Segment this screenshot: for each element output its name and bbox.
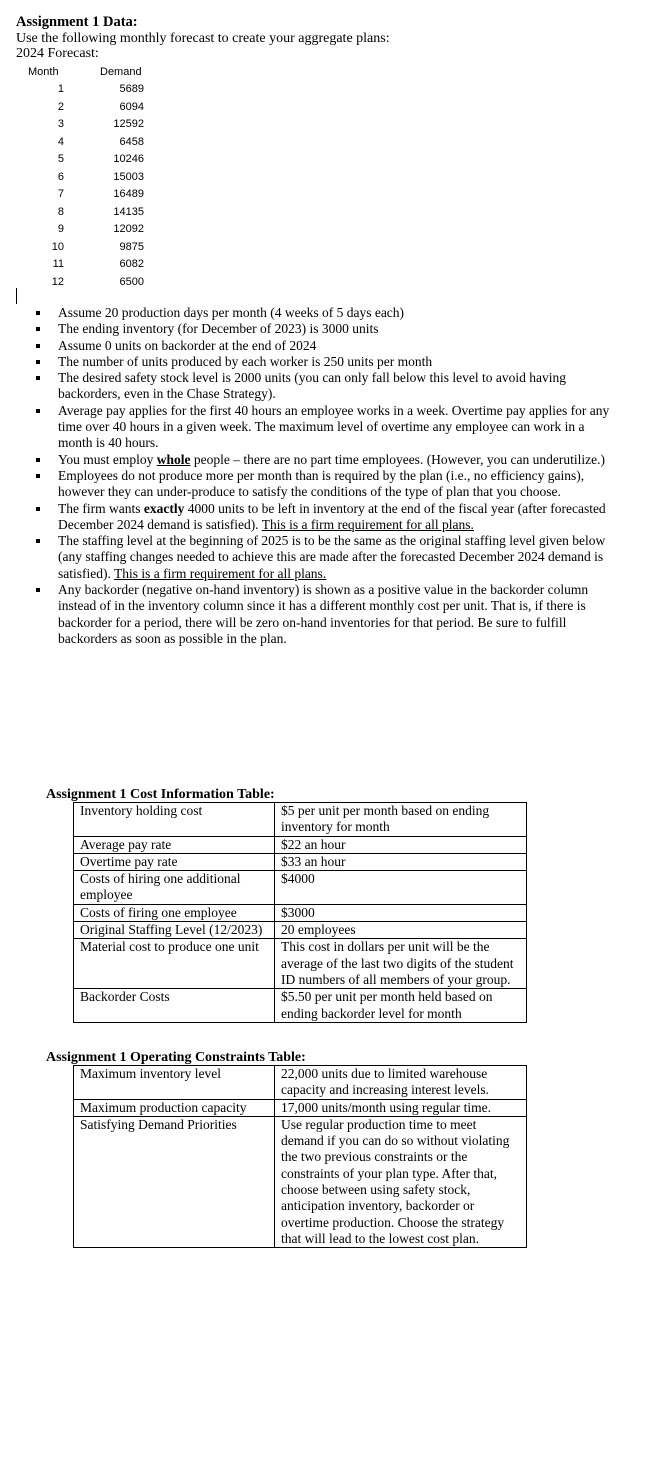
intro-text: Use the following monthly forecast to create your aggregate plans:: [16, 31, 390, 46]
forecast-month-cell: 4: [57, 135, 64, 148]
row-label: Overtime pay rate: [74, 853, 275, 870]
forecast-demand-cell: 10246: [113, 153, 144, 165]
forecast-demand-cell: 6458: [119, 135, 144, 148]
list-item: [36, 403, 616, 452]
row-value: $22 an hour: [275, 836, 527, 853]
bullet-text: The desired safety stock level is 2000 units (you can only fall below this level to avoid having backorders, even in the Chase Strategy).: [58, 370, 567, 402]
forecast-demand-cell: 6082: [119, 258, 144, 270]
list-item: [36, 501, 616, 534]
emphasis-text: exactly: [143, 500, 185, 516]
requirement-text: This is a firm requirement for all plans.: [114, 565, 327, 581]
forecast-demand-cell: 12092: [113, 223, 144, 235]
forecast-month-cell: 3: [57, 118, 64, 130]
emphasis-text: whole: [156, 451, 191, 467]
forecast-demand-cell: 6500: [119, 275, 144, 288]
forecast-month-cell: 5: [57, 153, 64, 165]
forecast-month-cell: 10: [51, 240, 64, 253]
month-header: Month: [28, 66, 59, 78]
table-row: [74, 803, 527, 837]
row-value: $3000: [275, 904, 527, 921]
forecast-demand-cell: 15003: [113, 170, 144, 183]
bullet-text: The firm wants: [58, 500, 144, 516]
table-row: [74, 1116, 527, 1247]
bullet-text: Average pay applies for the first 40 hours an employee works in a week. Overtime pay applies for any time over 40 hours in a given week. The maximum level of overtime any employee can work in a month is 40 hours.: [58, 402, 610, 451]
table-row: [74, 922, 527, 939]
list-item: [36, 452, 616, 468]
list-item: [36, 468, 616, 501]
row-value: 17,000 units/month using regular time.: [275, 1099, 527, 1116]
row-value: Use regular production time to meet demand if you can do so without violating the two previous constraints or the constraints of your plan type. After that, choose between using safety stock, anticipation inventory, backorder or overtime production. Choose the strategy that will lead to the lowest cost plan.: [275, 1116, 527, 1247]
table-row: [74, 1099, 527, 1116]
list-item: [36, 338, 616, 354]
row-value: $33 an hour: [275, 853, 527, 870]
constraints-table-title: Assignment 1 Operating Constraints Table:: [46, 1050, 306, 1065]
table-row: [74, 1066, 527, 1100]
forecast-month-cell: 2: [57, 100, 64, 113]
list-item: [36, 305, 616, 321]
list-item: [36, 582, 616, 647]
row-label: Inventory holding cost: [74, 803, 275, 837]
bullet-text: Assume 20 production days per month (4 weeks of 5 days each): [58, 305, 405, 320]
bullet-text: You must employ: [58, 451, 157, 467]
bullet-text: Any backorder (negative on-hand inventory) is shown as a positive value in the backorder column instead of in the inventory column since it has a different monthly cost per unit. That is, if there is backorder for a period, there will be zero on-hand inventories for that period. Be sure to fulfill backorders as soon as possible in the plan.: [58, 582, 589, 646]
row-value: 20 employees: [275, 922, 527, 939]
forecast-month-cell: 1: [57, 83, 64, 95]
row-label: Material cost to produce one unit: [74, 939, 275, 989]
forecast-demand-cell: 6094: [119, 100, 144, 113]
forecast-month-cell: 9: [57, 223, 64, 235]
bullet-text: 4000 units to be left in inventory at the end of the fiscal year (after forecasted December 2024 demand is satisfied).: [58, 500, 606, 532]
bullet-text: people – there are no part time employees. (However, you can underutilize.): [190, 451, 605, 467]
forecast-month-cell: 7: [57, 188, 64, 200]
table-row: [74, 989, 527, 1023]
forecast-month-cell: 12: [51, 275, 64, 288]
row-value: $5.50 per unit per month held based on ending backorder level for month: [275, 989, 527, 1023]
table-row: [74, 904, 527, 921]
row-label: Backorder Costs: [74, 989, 275, 1023]
row-label: Original Staffing Level (12/2023): [74, 922, 275, 939]
table-row: [74, 939, 527, 989]
table-row: [74, 836, 527, 853]
row-value: $5 per unit per month based on ending inventory for month: [275, 803, 527, 837]
bullet-text: Employees do not produce more per month than is required by the plan (i.e., no efficiency gains), however they can under-produce to satisfy the conditions of the type of plan that you choose.: [58, 467, 585, 500]
constraints-table: [73, 1065, 527, 1248]
assignment-heading: Assignment 1 Data:: [16, 14, 138, 30]
row-label: Costs of hiring one additional employee: [74, 871, 275, 905]
cost-table-title: Assignment 1 Cost Information Table:: [46, 787, 275, 802]
forecast-month-cell: 8: [57, 205, 64, 218]
text-cursor: [16, 288, 17, 304]
row-label: Satisfying Demand Priorities: [74, 1116, 275, 1247]
cost-table: [73, 802, 527, 1023]
forecast-label: 2024 Forecast:: [16, 46, 99, 61]
table-row: [74, 853, 527, 870]
forecast-demand-cell: 5689: [119, 83, 144, 95]
demand-header: Demand: [100, 66, 142, 78]
row-value: This cost in dollars per unit will be the average of the last two digits of the student ID numbers of all members of your group.: [275, 939, 527, 989]
forecast-month-cell: 11: [52, 258, 64, 270]
table-row: [74, 871, 527, 905]
bullet-text: The number of units produced by each worker is 250 units per month: [58, 353, 433, 369]
forecast-month-cell: 6: [57, 170, 64, 183]
row-label: Maximum inventory level: [74, 1066, 275, 1100]
list-item: [36, 321, 616, 337]
list-item: [36, 533, 616, 582]
bullet-text: Assume 0 units on backorder at the end of 2024: [58, 337, 317, 353]
requirement-text: This is a firm requirement for all plans.: [261, 516, 474, 532]
bullet-text: The staffing level at the beginning of 2025 is to be the same as the original staffing level given below (any staffing changes needed to achieve this are made after the forecasted December 2024 demand is satisfied).: [58, 533, 606, 581]
list-item: [36, 370, 616, 403]
assumptions-list: [36, 305, 616, 647]
row-value: 22,000 units due to limited warehouse capacity and increasing interest levels.: [275, 1066, 527, 1100]
row-label: Maximum production capacity: [74, 1099, 275, 1116]
row-label: Average pay rate: [74, 836, 275, 853]
bullet-text: The ending inventory (for December of 2023) is 3000 units: [58, 321, 379, 337]
row-value: $4000: [275, 871, 527, 905]
forecast-demand-cell: 12592: [113, 118, 144, 130]
forecast-demand-cell: 16489: [113, 188, 144, 200]
forecast-demand-cell: 14135: [113, 205, 144, 218]
row-label: Costs of firing one employee: [74, 904, 275, 921]
forecast-demand-cell: 9875: [119, 240, 144, 253]
list-item: [36, 354, 616, 370]
